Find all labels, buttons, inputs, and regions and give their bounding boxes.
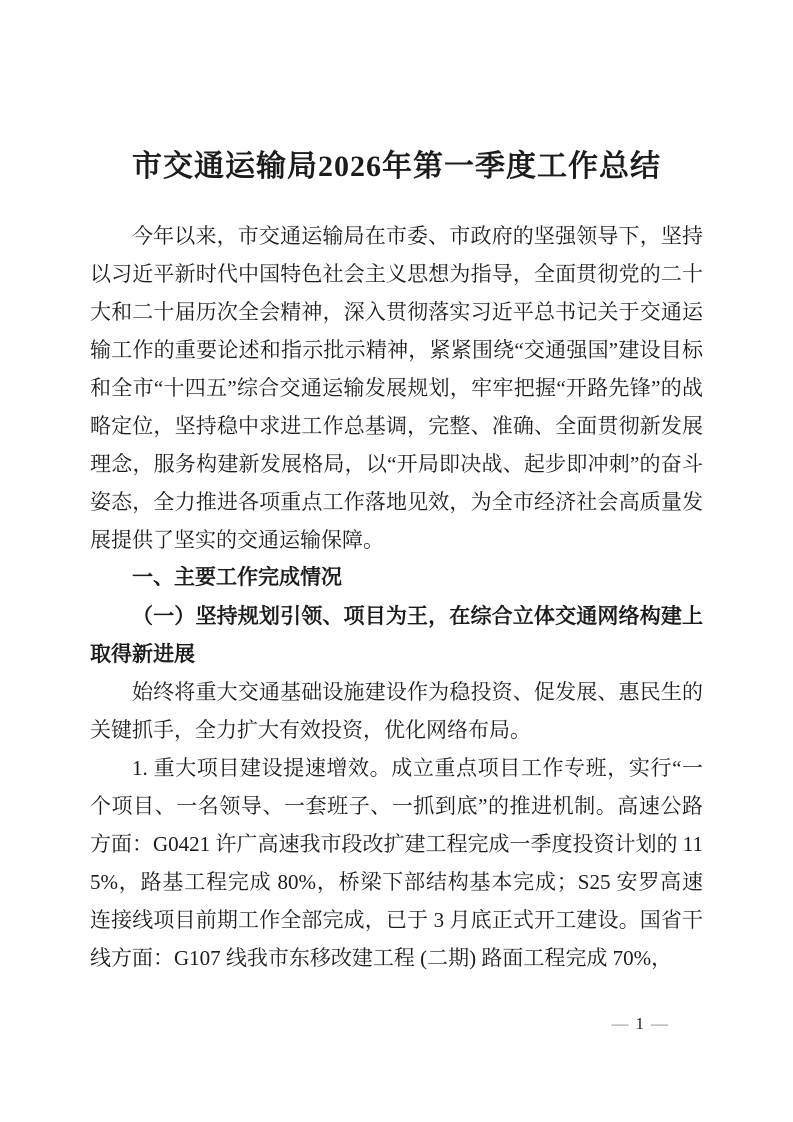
body-paragraph: 1. 重大项目建设提速增效。成立重点项目工作专班，实行“一个项目、一名领导、一套班子、一抓到底”的推进机制。高速公路方面：G0421 许广高速我市段改扩建工程完成一季度投资计划的 115%，路基工程完成 80%，桥梁下部结构基本完成；S25 安罗高速连接线项目前期工作全部完成，已于 3 月底正式开工建设。国省干线方面：G107 线我市东移改建工程 (二期) 路面工程完成 70%， — [90, 756, 703, 970]
page-number-dash-left: — — [611, 1014, 629, 1033]
page-number-value: 1 — [635, 1014, 644, 1033]
page-number — [605, 1012, 676, 1036]
document-content — [90, 0, 703, 977]
page-number-dash-right: — — [651, 1014, 668, 1033]
section-heading: 一、主要工作完成情况 — [132, 566, 342, 589]
body-paragraph: 始终将重大交通基础设施建设作为稳投资、促发展、惠民生的关键抓手，全力扩大有效投资，优化网络布局。 — [90, 680, 703, 742]
document-body — [90, 217, 703, 977]
document-title: 市交通运输局2026年第一季度工作总结 — [132, 150, 661, 183]
body-paragraph: 今年以来，市交通运输局在市委、市政府的坚强领导下，坚持以习近平新时代中国特色社会主义思想为指导，全面贯彻党的二十大和二十届历次全会精神，深入贯彻落实习近平总书记关于交通运输工作的重要论述和指示批示精神，紧紧围绕“交通强国”建设目标和全市“十四五”综合交通运输发展规划，牢牢把握“开路先锋”的战略定位，坚持稳中求进工作总基调，完整、准确、全面贯彻新发展理念，服务构建新发展格局，以“开局即决战、起步即冲刺”的奋斗姿态，全力推进各项重点工作落地见效，为全市经济社会高质量发展提供了坚实的交通运输保障。 — [90, 224, 703, 552]
subsection-heading: （一）坚持规划引领、项目为王，在综合立体交通网络构建上取得新进展 — [90, 604, 703, 666]
